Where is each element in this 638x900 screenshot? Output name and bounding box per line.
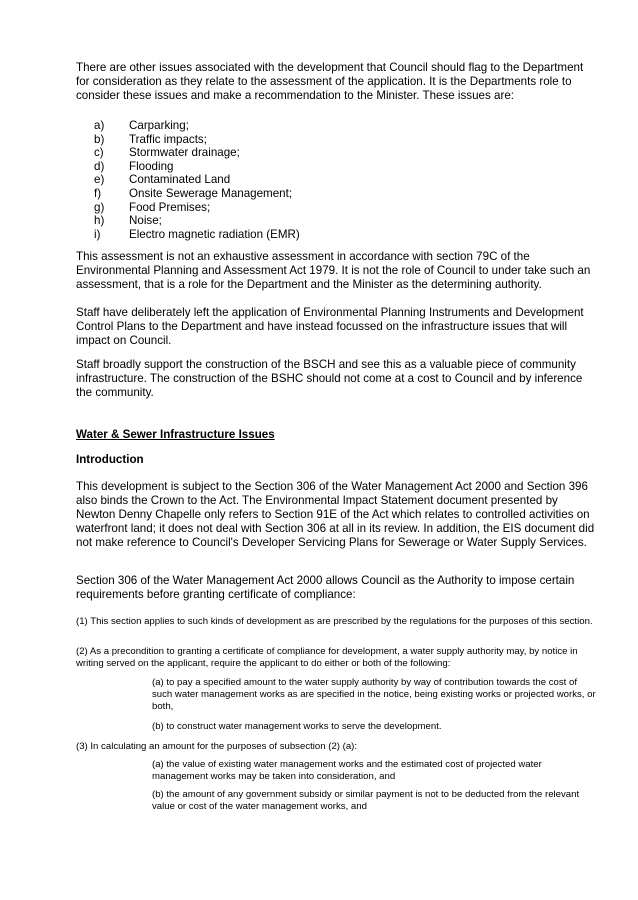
assessment-paragraph: This assessment is not an exhaustive assessment in accordance with section 79C of the Environmental Planning and Assessment Act 1979. It is not the role of Council to under take such an assessment, that is a role for the Department and the Minister as the determining authority. bbox=[76, 250, 591, 291]
list-marker: b) bbox=[94, 132, 105, 146]
section-heading: Water & Sewer Infrastructure Issues bbox=[76, 428, 275, 441]
list-item-text: Food Premises; bbox=[129, 200, 211, 214]
list-item-text: Carparking; bbox=[129, 119, 189, 132]
list-item-text: Onsite Sewerage Management; bbox=[129, 186, 293, 200]
list-marker: f) bbox=[94, 186, 102, 200]
list-item-text: Traffic impacts; bbox=[129, 132, 207, 146]
list-marker: g) bbox=[94, 200, 105, 214]
clause-3: (3) In calculating an amount for the purposes of subsection (2) (a): bbox=[76, 741, 358, 752]
staff-paragraph-1: Staff have deliberately left the application of Environmental Planning Instruments and Development Control Plans to the Department and have instead focussed on the infrastructure issues that will impact on Council. bbox=[76, 306, 584, 347]
clause-2a: (a) to pay a specified amount to the water supply authority by way of contribution towards the cost of such water management works as are specified in the notice, being existing works or projected works, or both, bbox=[152, 677, 596, 712]
list-item-text: Stormwater drainage; bbox=[129, 146, 240, 160]
section306-paragraph: Section 306 of the Water Management Act 2000 allows Council as the Authority to impose certain requirements before granting certificate of compliance: bbox=[76, 574, 575, 601]
list-marker: i) bbox=[94, 227, 101, 241]
clause-1: (1) This section applies to such kinds of development as are prescribed by the regulations for the purposes of this section. bbox=[76, 616, 593, 627]
clause-3b: (b) the amount of any government subsidy or similar payment is not to be deducted from the relevant value or cost of the water management works, and bbox=[152, 789, 580, 812]
intro-paragraph: There are other issues associated with the development that Council should flag to the Department for consideration as they relate to the assessment of the application. It is the Departments role to consider these issues and make a recommendation to the Minister. These issues are: bbox=[76, 61, 584, 102]
subheading: Introduction bbox=[76, 453, 144, 466]
list-item-text: Noise; bbox=[129, 214, 162, 228]
introduction-paragraph: This development is subject to the Section 306 of the Water Management Act 2000 and Section 396 also binds the Crown to the Act. The Environmental Impact Statement document presented by Newton Denny Chapelle only refers to Section 91E of the Act which relates to controlled activities on waterfront land; it does not deal with Section 306 at all in its review. In addition, the EIS document did not make reference to Council's Developer Servicing Plans for Sewerage or Water Supply Services. bbox=[76, 480, 595, 549]
list-marker: a) bbox=[94, 119, 105, 132]
list-item-text: Contaminated Land bbox=[129, 173, 231, 187]
list-item-text: Electro magnetic radiation (EMR) bbox=[129, 227, 300, 241]
list-marker: c) bbox=[94, 146, 104, 160]
clause-2: (2) As a precondition to granting a certificate of compliance for development, a water supply authority may, by notice in writing served on the applicant, require the applicant to do either or both of the following: bbox=[76, 646, 578, 669]
list-marker: d) bbox=[94, 159, 105, 173]
clause-3a: (a) the value of existing water management works and the estimated cost of projected water management works may be taken into consideration, and bbox=[152, 759, 542, 782]
clause-2b: (b) to construct water management works to serve the development. bbox=[152, 721, 442, 732]
list-item-text: Flooding bbox=[129, 159, 174, 173]
list-marker: h) bbox=[94, 214, 105, 228]
list-marker: e) bbox=[94, 173, 105, 187]
staff-paragraph-2: Staff broadly support the construction of the BSCH and see this as a valuable piece of community infrastructure. The construction of the BSHC should not come at a cost to Council and by inference the community. bbox=[76, 358, 583, 399]
